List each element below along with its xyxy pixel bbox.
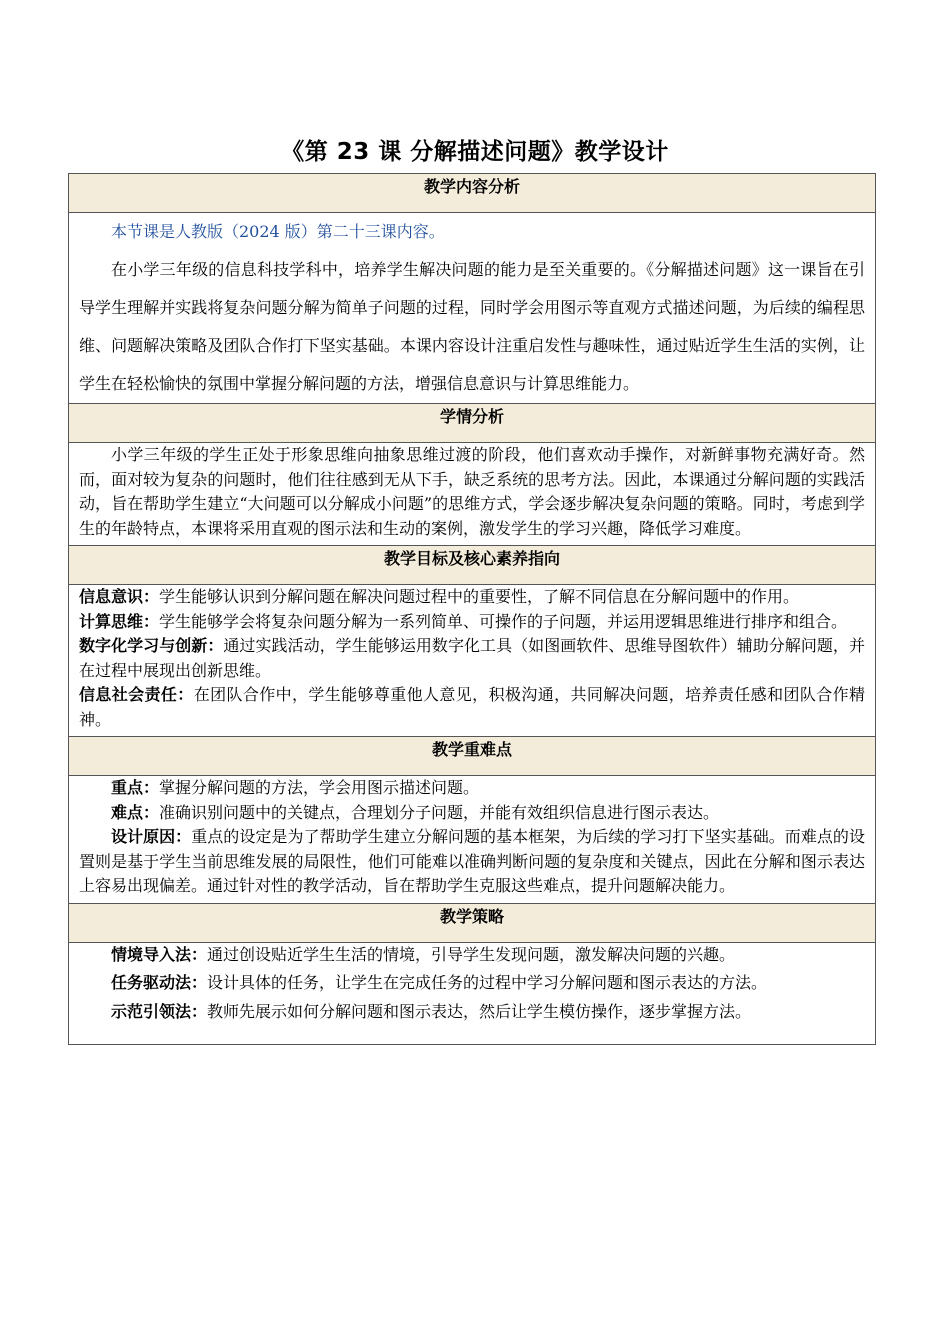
goal-text: 通过实践活动，学生能够运用数字化工具（如图画软件、思维导图软件）辅助分解问题，并在过程中展现出创新思维。: [79, 636, 865, 680]
section-header-row: [69, 174, 876, 213]
strategy-row: [69, 942, 876, 1045]
goal-item: [79, 634, 865, 683]
keypoint-item: [79, 825, 865, 899]
goal-label: 计算思维：: [79, 611, 160, 631]
goal-label: 信息意识：: [79, 587, 160, 606]
lesson-design-table: [68, 173, 876, 1045]
keypoints-row: [69, 776, 876, 904]
learner-analysis-cell: [69, 443, 876, 546]
keypoints-cell: [69, 776, 876, 904]
section-header-row: [69, 546, 876, 585]
learner-analysis-row: [69, 443, 876, 546]
strategy-item: [79, 1000, 865, 1025]
goals-header: 教学目标及核心素养指向: [69, 546, 876, 585]
strategy-text: 通过创设贴近学生生活的情境，引导学生发现问题，激发解决问题的兴趣。: [207, 944, 736, 964]
keypoint-item: [79, 801, 865, 826]
strategy-label: 示范引领法：: [111, 1001, 208, 1021]
keypoint-label: 重点：: [111, 778, 160, 797]
keypoint-label: 设计原因：: [111, 827, 192, 846]
goal-text: 学生能够认识到分解问题在解决问题过程中的重要性，了解不同信息在分解问题中的作用。: [159, 587, 800, 606]
section-header-row: [69, 404, 876, 443]
strategy-label: 情境导入法：: [111, 944, 208, 964]
strategy-text: 教师先展示如何分解问题和图示表达，然后让学生模仿操作，逐步掌握方法。: [207, 1001, 752, 1021]
strategy-item: [79, 943, 865, 968]
content-analysis-row: [69, 213, 876, 404]
keypoint-label: 难点：: [111, 802, 160, 822]
goal-text: 在团队合作中，学生能够尊重他人意见，积极沟通，共同解决问题，培养责任感和团队合作精神。: [79, 685, 865, 729]
keypoint-text: 准确识别问题中的关键点，合理划分子问题，并能有效组织信息进行图示表达。: [159, 802, 720, 822]
keypoints-header: 教学重难点: [69, 737, 876, 776]
strategy-header: 教学策略: [69, 903, 876, 942]
goal-label: 数字化学习与创新：: [79, 636, 224, 655]
strategy-label: 任务驱动法：: [111, 973, 208, 992]
strategy-text: 设计具体的任务，让学生在完成任务的过程中学习分解问题和图示表达的方法。: [207, 973, 768, 992]
keypoint-item: [79, 776, 865, 801]
keypoint-text: 掌握分解问题的方法，学会用图示描述问题。: [159, 778, 480, 797]
goals-cell: [69, 585, 876, 737]
goal-item: [79, 683, 865, 732]
section-header-row: [69, 903, 876, 942]
goal-item: [79, 585, 865, 610]
content-analysis-header: 教学内容分析: [69, 174, 876, 213]
document-title: 《第 23 课 分解描述问题》教学设计: [281, 139, 669, 165]
content-body: 在小学三年级的信息科技学科中，培养学生解决问题的能力是至关重要的。《分解描述问题》这一课旨在引导学生理解并实践将复杂问题分解为简单子问题的过程，同时学会用图示等直观方式描述问题，为后续的编程思维、问题解决策略及团队合作打下坚实基础。本课内容设计注重启发性与趣味性，通过贴近学生生活的实例，让学生在轻松愉快的氛围中掌握分解问题的方法，增强信息意识与计算思维能力。: [79, 260, 865, 393]
goal-label: 信息社会责任：: [79, 685, 194, 704]
strategy-cell: [69, 942, 876, 1045]
section-header-row: [69, 737, 876, 776]
goals-row: [69, 585, 876, 737]
learner-analysis-header: 学情分析: [69, 404, 876, 443]
strategy-item: [79, 971, 865, 996]
learner-body: 小学三年级的学生正处于形象思维向抽象思维过渡的阶段，他们喜欢动手操作，对新鲜事物充满好奇。然而，面对较为复杂的问题时，他们往往感到无从下手，缺乏系统的思考方法。因此，本课通过分解问题的实践活动，旨在帮助学生建立“大问题可以分解成小问题”的思维方式，学会逐步解决复杂问题的策略。同时，考虑到学生的年龄特点，本课将采用直观的图示法和生动的案例，激发学生的学习兴趣，降低学习难度。: [79, 445, 865, 538]
goal-item: [79, 610, 865, 635]
keypoint-text: 重点的设定是为了帮助学生建立分解问题的基本框架，为后续的学习打下坚实基础。而难点的设置则是基于学生当前思维发展的局限性，他们可能难以准确判断问题的复杂度和关键点，因此在分解和图示表达上容易出现偏差。通过针对性的教学活动，旨在帮助学生克服这些难点，提升问题解决能力。: [79, 827, 865, 895]
goal-text: 学生能够学会将复杂问题分解为一系列简单、可操作的子问题，并运用逻辑思维进行排序和组合。: [159, 611, 848, 631]
content-analysis-cell: [69, 213, 876, 404]
content-intro: 本节课是人教版（2024 版）第二十三课内容。: [111, 222, 445, 241]
